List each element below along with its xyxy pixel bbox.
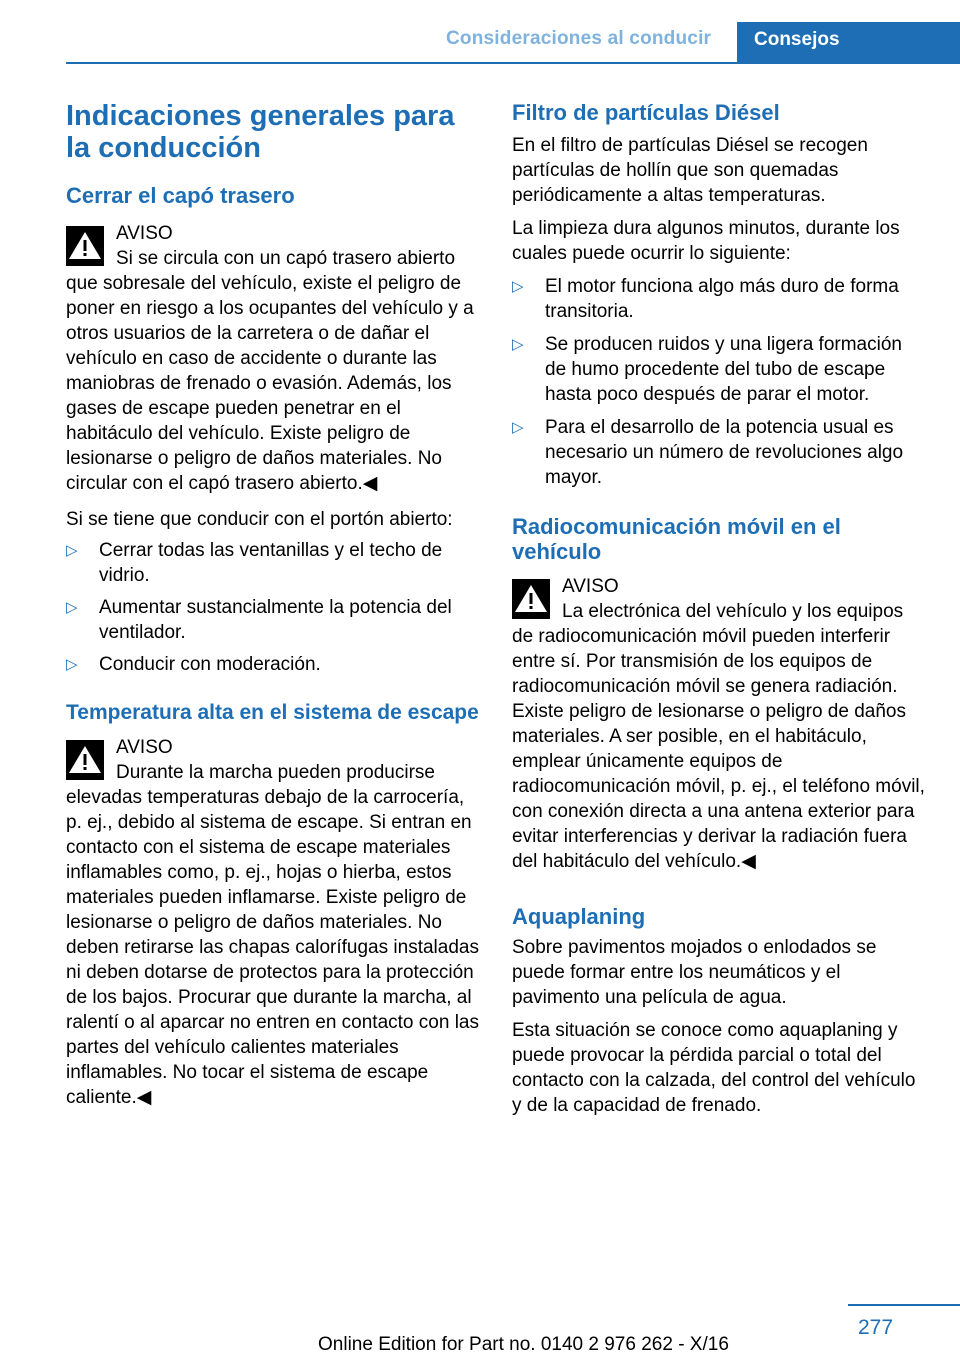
list-item: ▷ Aumentar sustancialmente la potencia del ventilador.: [66, 597, 452, 643]
left-column: [66, 100, 481, 1110]
warning-triangle-icon: [66, 740, 104, 780]
triangle-bullet-icon: ▷: [512, 419, 524, 436]
right-column: [512, 100, 927, 1118]
warning-text: [66, 246, 481, 496]
list-item: ▷ Se producen ruidos y una ligera formación de humo procedente del tubo de escape hasta poco después de parar el motor.: [512, 334, 902, 405]
triangle-bullet-icon: ▷: [66, 542, 78, 559]
warning-block-radio: [512, 574, 927, 874]
paragraph-intro: Si se tiene que conducir con el portón abierto:: [66, 509, 453, 530]
page-title: Indicaciones generales para la conducción: [66, 100, 455, 164]
list-item: ▷ El motor funciona algo más duro de forma transitoria.: [512, 276, 899, 322]
warning-triangle-icon: [66, 226, 104, 266]
header-rule: [66, 62, 960, 64]
section-heading-radio: Radiocomunicación móvil en el vehículo: [512, 514, 841, 564]
warning-triangle-icon: [512, 579, 550, 619]
paragraph-filtro-2: La limpieza dura algunos minutos, durante los cuales puede ocurrir lo siguiente:: [512, 218, 900, 264]
paragraph-aquaplaning-2: Esta situación se conoce como aquaplaning y puede provocar la pérdida parcial o total del contacto con la calzada, del control del vehículo y de la capacidad de frenado.: [512, 1020, 916, 1116]
section-heading-escape: Temperatura alta en el sistema de escape: [66, 701, 479, 724]
bullet-list-filtro: [512, 274, 927, 490]
paragraph-filtro-1: En el filtro de partículas Diésel se recogen partículas de hollín que son quemadas periódicamente a altas temperaturas.: [512, 135, 868, 206]
warning-label: AVISO: [562, 576, 619, 597]
warning-label: AVISO: [116, 223, 173, 244]
page-number: 277: [858, 1316, 894, 1339]
list-item: ▷ Para el desarrollo de la potencia usual es necesario un número de revoluciones algo mayor.: [512, 417, 904, 488]
section-heading-filtro: Filtro de partículas Diésel: [512, 100, 780, 125]
header-section-title: Consideraciones al conducir: [446, 28, 712, 49]
section-heading-aquaplaning: Aquaplaning: [512, 904, 646, 929]
bullet-list-capo: [66, 538, 481, 677]
warning-first-line: Si se circula con un capó trasero abierto: [116, 248, 456, 269]
list-item: ▷ Cerrar todas las ventanillas y el techo de vidrio.: [66, 540, 443, 586]
triangle-bullet-icon: ▷: [66, 656, 78, 673]
page-number-rule: [848, 1304, 960, 1306]
warning-rest: elevadas temperaturas debajo de la carrocería, p. ej., debido al sistema de escape. Si entran en contacto con el sistema de escape materiales inflamables como, p. ej., hojas o hierba, estos materiales pueden inflamarse. Existe peligro de lesionarse o peligro de daños materiales. No deben retirarse las chapas calorífugas instaladas ni deben dotarse de protectos para la protección de los bajos. Procurar que durante la marcha, al ralentí o al aparcar no entren en contacto con las partes del vehículo calientes materiales inflamables. No tocar el sistema de escape caliente.◀: [66, 787, 479, 1108]
warning-rest: que sobresale del vehículo, existe el peligro de poner en riesgo a los ocupantes del vehículo y a otros usuarios de la carretera o de dañar el vehículo en caso de accidente o durante las maniobras de frenado o evasión. Además, los gases de escape pueden penetrar en el habitáculo del vehículo. Existe peligro de lesionarse o peligro de daños materiales. No circular con el capó trasero abierto.◀: [66, 273, 474, 494]
warning-block-capo: [66, 221, 481, 496]
section-heading-capo: Cerrar el capó trasero: [66, 183, 295, 208]
triangle-bullet-icon: ▷: [512, 336, 524, 353]
list-item: ▷ Conducir con moderación.: [66, 654, 321, 675]
warning-label: AVISO: [116, 737, 173, 758]
warning-first-line: La electrónica del vehículo y los equipos: [562, 601, 904, 622]
warning-text: [512, 599, 927, 874]
warning-rest: de radiocomunicación móvil pueden interferir entre sí. Por transmisión de los equipos de radiocomunicación móvil se genera radiación. Existe peligro de lesionarse o peligro de daños materiales. A ser posible, en el habitáculo, emplear únicamente equipos de radiocomunicación móvil, p. ej., el teléfono móvil, con conexión directa a una antena exterior para evitar interferencias y derivar la radiación fuera del habitáculo del vehículo.◀: [512, 626, 925, 872]
warning-first-line: Durante la marcha pueden producirse: [116, 762, 435, 783]
warning-block-escape: [66, 735, 481, 1110]
triangle-bullet-icon: ▷: [512, 278, 524, 295]
paragraph-aquaplaning-1: Sobre pavimentos mojados o enlodados se puede formar entre los neumáticos y el pavimento una película de agua.: [512, 937, 877, 1008]
triangle-bullet-icon: ▷: [66, 599, 78, 616]
edition-footer: Online Edition for Part no. 0140 2 976 262 - X/16: [318, 1334, 729, 1355]
warning-text: [66, 760, 481, 1110]
header-chapter-tab: [737, 22, 960, 64]
header-chapter-label: Consejos: [754, 29, 840, 50]
